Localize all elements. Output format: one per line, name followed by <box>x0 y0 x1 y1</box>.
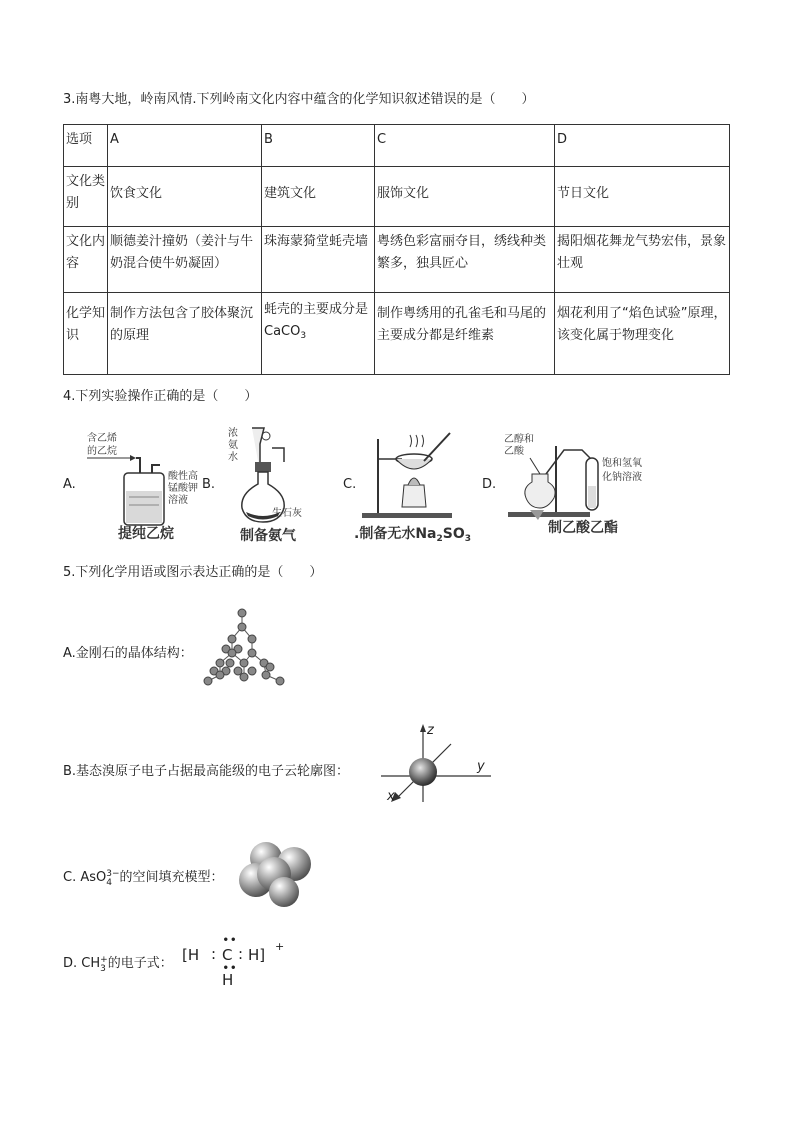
formula-colon: : <box>238 945 244 963</box>
formula-ion-indices <box>106 870 119 888</box>
apparatus-b-figure <box>222 422 317 544</box>
table-cell: 揭阳烟花舞龙气势宏伟，景象壮观 <box>555 227 730 293</box>
figure-caption: 提纯乙烷 <box>118 526 174 542</box>
formula-dots: ∙∙ <box>222 960 238 974</box>
apparatus-a-figure <box>82 425 198 543</box>
table-cell: 建筑文化 <box>262 167 375 227</box>
question-4-stem: 4.下列实验操作正确的是（ ） <box>63 389 258 404</box>
option-b-letter: B. <box>202 477 216 492</box>
space-filling-model-figure <box>230 838 316 910</box>
option-a-text: A.金刚石的晶体结构： <box>63 646 193 661</box>
table-cell: 文化类别 <box>64 167 108 227</box>
table-row <box>64 125 730 167</box>
option-d-suffix: 的电子式： <box>107 956 173 971</box>
table-cell: 制作粤绣用的孔雀毛和马尾的主要成分都是纤维素 <box>375 293 555 375</box>
electron-formula-figure <box>180 930 290 990</box>
caption-text: .制备无水Na <box>354 526 437 542</box>
caption-text: SO <box>442 526 465 542</box>
figure-label: 浓 <box>228 428 238 439</box>
formula-left: [H <box>182 946 200 964</box>
formula-ion-indices <box>100 956 108 974</box>
table-cell: A <box>108 125 262 167</box>
formula-right: H] <box>248 946 266 964</box>
figure-label: 的乙烷 <box>87 446 117 457</box>
caption-subscript: 2 <box>436 534 443 544</box>
apparatus-d-figure <box>498 428 648 540</box>
option-c-suffix: 的空间填充模型： <box>119 870 224 885</box>
figure-label: 含乙烯 <box>87 433 117 444</box>
formula-subscript: 4 <box>106 878 112 888</box>
table-row <box>64 293 730 375</box>
formula-subscript: 3 <box>100 964 106 974</box>
axis-label-x: x <box>387 789 395 804</box>
figure-caption: 制备氨气 <box>240 528 296 544</box>
table-cell: C <box>375 125 555 167</box>
formula: D. CH <box>63 956 101 971</box>
formula-center: C <box>222 946 233 964</box>
table-cell: 制作方法包含了胶体聚沉的原理 <box>108 293 262 375</box>
table-cell: 选项 <box>64 125 108 167</box>
table-cell <box>262 293 375 375</box>
table-cell: D <box>555 125 730 167</box>
figure-label: 化钠溶液 <box>602 472 642 483</box>
figure-label: 水 <box>228 452 238 463</box>
figure-label: 饱和氢氧 <box>602 458 642 469</box>
caption-subscript: 3 <box>464 534 471 544</box>
table-cell: 珠海蒙猗堂蚝壳墙 <box>262 227 375 293</box>
formula: C. AsO <box>63 870 107 885</box>
figure-label: 乙酸 <box>504 446 524 457</box>
option-b-text: B.基态溴原子电子占据最高能级的电子云轮廓图： <box>63 764 350 779</box>
formula-bottom: H <box>222 971 234 989</box>
table-cell: B <box>262 125 375 167</box>
formula-dots: ∙∙ <box>222 932 238 946</box>
table-cell: 化学知识 <box>64 293 108 375</box>
axis-label-y: y <box>477 759 485 774</box>
question-3-table <box>63 124 730 375</box>
axis-label-z: z <box>427 723 434 738</box>
table-cell: 饮食文化 <box>108 167 262 227</box>
formula-charge: + <box>275 940 285 953</box>
electron-cloud-figure <box>375 722 495 808</box>
question-5-stem: 5.下列化学用语或图示表达正确的是（ ） <box>63 565 323 580</box>
figure-label: 生石灰 <box>272 508 302 519</box>
apparatus-c-figure <box>352 425 476 543</box>
table-cell: 文化内容 <box>64 227 108 293</box>
option-d-letter: D. <box>482 477 497 492</box>
formula-superscript: + <box>100 955 108 965</box>
formula: CaCO <box>264 324 301 339</box>
formula-superscript: 3− <box>106 869 120 879</box>
cell-text: 蚝壳的主要成分是 <box>264 302 369 317</box>
figure-caption: 制乙酸乙酯 <box>548 520 618 536</box>
option-d-text <box>63 952 173 974</box>
question-3-stem: 3.南粤大地，岭南风情.下列岭南文化内容中蕴含的化学知识叙述错误的是（ ） <box>63 92 535 107</box>
option-a-letter: A. <box>63 477 76 492</box>
formula-colon: : <box>211 945 217 963</box>
table-cell: 粤绣色彩富丽夺目，绣线种类繁多，独具匠心 <box>375 227 555 293</box>
table-cell: 顺德姜汁撞奶（姜汁与牛奶混合使牛奶凝固） <box>108 227 262 293</box>
table-cell: 服饰文化 <box>375 167 555 227</box>
figure-label: 溶液 <box>168 495 188 506</box>
table-row <box>64 167 730 227</box>
figure-label: 锰酸钾 <box>168 483 198 494</box>
formula-subscript: 3 <box>300 331 307 341</box>
option-c-text <box>63 866 224 888</box>
figure-label: 乙醇和 <box>504 434 534 445</box>
figure-label: 氨 <box>228 440 238 451</box>
table-row <box>64 227 730 293</box>
figure-label: 酸性高 <box>168 471 198 482</box>
table-cell: 节日文化 <box>555 167 730 227</box>
figure-caption <box>354 525 471 544</box>
option-c-letter: C. <box>343 477 357 492</box>
diamond-structure-figure <box>200 605 292 691</box>
table-cell: 烟花利用了“焰色试验”原理，该变化属于物理变化 <box>555 293 730 375</box>
